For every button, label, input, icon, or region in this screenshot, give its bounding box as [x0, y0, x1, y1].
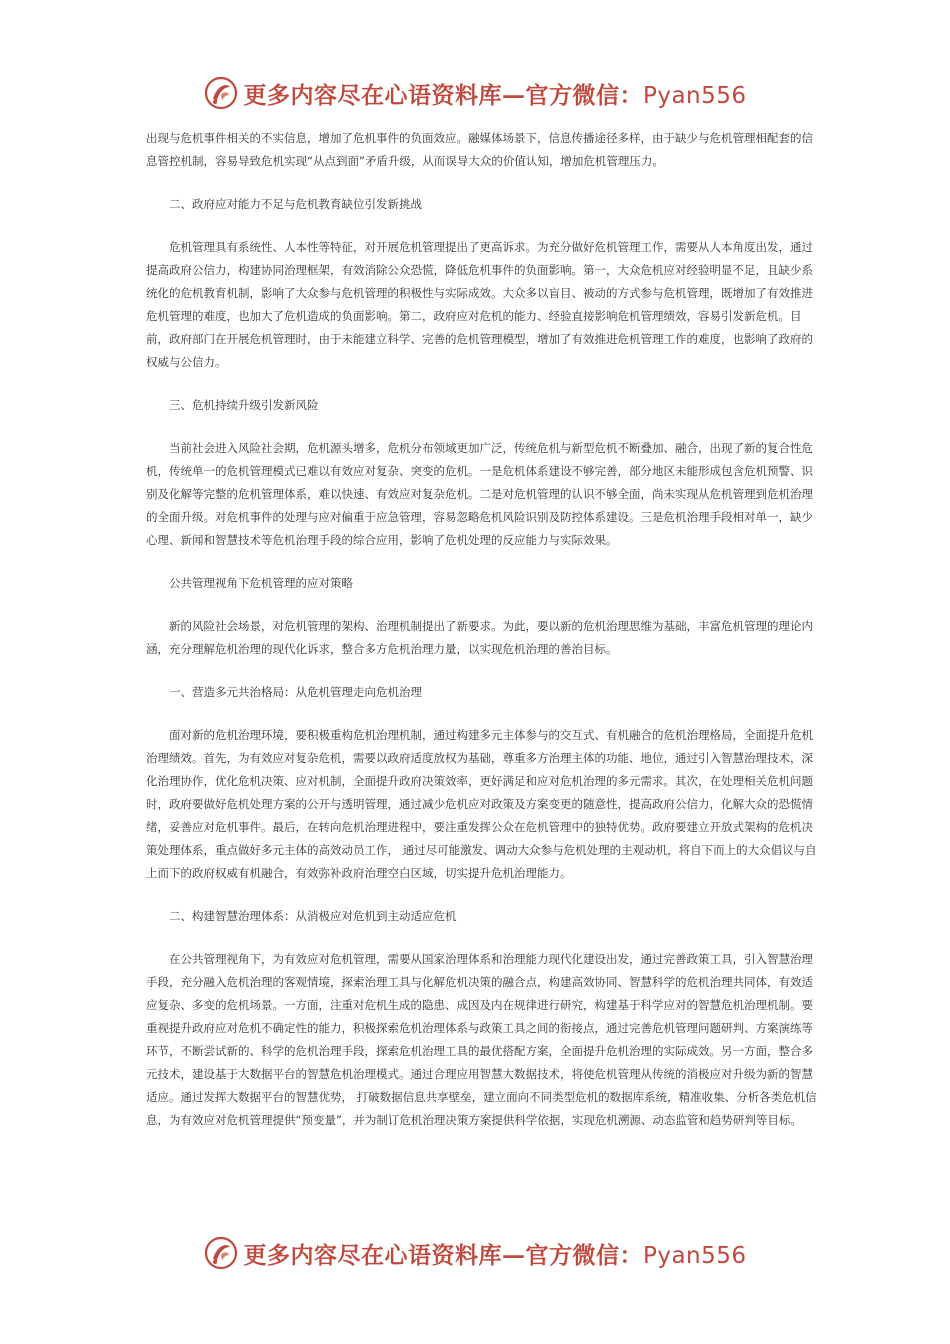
section-heading: 一、营造多元共治格局：从危机管理走向危机治理	[169, 685, 422, 699]
footer-banner	[0, 1233, 950, 1273]
paragraph: 新的风险社会场景，对危机管理的架构、治理机制提出了新要求。为此，要以新的危机治理思维为基础，丰富危机管理的理论内涵，充分理解危机治理的现代化诉求，整合多方危机治理力量，以实现危机治理的善治目标。	[146, 619, 813, 656]
article-body	[146, 127, 822, 1152]
section-heading: 二、构建智慧治理体系：从消极应对危机到主动适应危机	[169, 909, 457, 923]
paragraph: 当前社会进入风险社会期，危机源头增多，危机分布领域更加广泛，传统危机与新型危机不断叠加、融合，出现了新的复合性危机，传统单一的危机管理模式已难以有效应对复杂、突变的危机。一是危机体系建设不够完善，部分地区未能形成包含危机预警、识别及化解等完整的危机管理体系，难以快速、有效应对复杂危机。二是对危机管理的认识不够全面，尚未实现从危机管理到危机治理的全面升级。对危机事件的处理与应对偏重于应急管理，容易忽略危机风险识别及防控体系建设。三是危机治理手段相对单一，缺少心理、新闻和智慧技术等危机治理手段的综合应用，影响了危机处理的反应能力与实际效果。	[146, 441, 813, 547]
flower-logo-icon	[203, 75, 239, 111]
header-banner	[0, 73, 950, 113]
section-heading: 二、政府应对能力不足与危机教育缺位引发新挑战	[169, 197, 422, 211]
paragraph: 在公共管理视角下，为有效应对危机管理，需要从国家治理体系和治理能力现代化建设出发，通过完善政策工具，引入智慧治理手段，充分融入危机治理的客观情境，探索治理工具与化解危机决策的融合点，构建高效协同、智慧科学的危机治理共同体，有效适应复杂、多变的危机场景。一方面，注重对危机生成的隐患、成因及内在规律进行研究，构建基于科学应对的智慧危机治理机制。要重视提升政府应对危机不确定性的能力，积极探索危机治理体系与政策工具之间的衔接点，通过完善危机管理问题研判、方案演练等环节，不断尝试新的、科学的危机治理手段，探索危机治理工具的最优搭配方案，全面提升危机治理的实际成效。另一方面，整合多元技术，建设基于大数据平台的智慧危机治理模式。通过合理应用智慧大数据技术，将使危机管理从传统的消极应对升级为新的智慧适应。通过发挥大数据平台的智慧优势， 打破数据信息共享壁垒，建立面向不同类型危机的数据库系统，精准收集、分析各类危机信息，为有效应对危机管理提供“预变量”，并为制订危机治理决策方案提供科学依据，实现危机溯源、动态监管和趋势研判等目标。	[146, 952, 817, 1127]
paragraph: 面对新的危机治理环境，要积极重构危机治理机制，通过构建多元主体参与的交互式、有机融合的危机治理格局，全面提升危机治理绩效。首先，为有效应对复杂危机，需要以政府适度放权为基础，尊重多方治理主体的功能、地位，通过引入智慧治理技术，深化治理协作，优化危机决策、应对机制，全面提升政府决策效率，更好满足和应对危机治理的多元需求。其次，在处理相关危机问题时，政府要做好危机处理方案的公开与透明管理，通过减少危机应对政策及方案变更的随意性，提高政府公信力，化解大众的恐慌情绪，妥善应对危机事件。最后，在转向危机治理进程中，要注重发挥公众在危机管理中的独特优势。政府要建立开放式架构的危机决策处理体系，重点做好多元主体的高效动员工作， 通过尽可能激发、调动大众参与危机处理的主观动机，将自下而上的大众倡议与自上而下的政府权威有机融合，有效弥补政府治理空白区域，切实提升危机治理能力。	[146, 728, 817, 880]
paragraph: 危机管理具有系统性、人本性等特征，对开展危机管理提出了更高诉求。为充分做好危机管理工作，需要从人本角度出发，通过提高政府公信力，构建协同治理框架，有效消除公众恐慌，降低危机事件的负面影响。第一，大众危机应对经验明显不足，且缺少系统化的危机教育机制，影响了大众参与危机管理的积极性与实际成效。大众多以盲目、被动的方式参与危机管理，既增加了有效推进危机管理的难度，也加大了危机造成的负面影响。第二，政府应对危机的能力、经验直接影响危机管理绩效，容易引发新危机。目前，政府部门在开展危机管理时，由于未能建立科学、完善的危机管理模型，增加了有效推进危机管理工作的难度，也影响了政府的权威与公信力。	[146, 240, 813, 369]
section-heading: 三、危机持续升级引发新风险	[169, 398, 319, 412]
banner-text: 更多内容尽在心语资料库—官方微信：Pyan556	[243, 81, 747, 109]
paragraph: 出现与危机事件相关的不实信息，增加了危机事件的负面效应。融媒体场景下，信息传播途径多样，由于缺少与危机管理相配套的信息管控机制，容易导致危机实现“从点到面”矛盾升级，从而误导大众的价值认知，增加危机管理压力。	[146, 131, 813, 168]
section-heading: 公共管理视角下危机管理的应对策略	[169, 576, 353, 590]
flower-logo-icon	[203, 1235, 239, 1271]
banner-text: 更多内容尽在心语资料库—官方微信：Pyan556	[243, 1241, 747, 1269]
